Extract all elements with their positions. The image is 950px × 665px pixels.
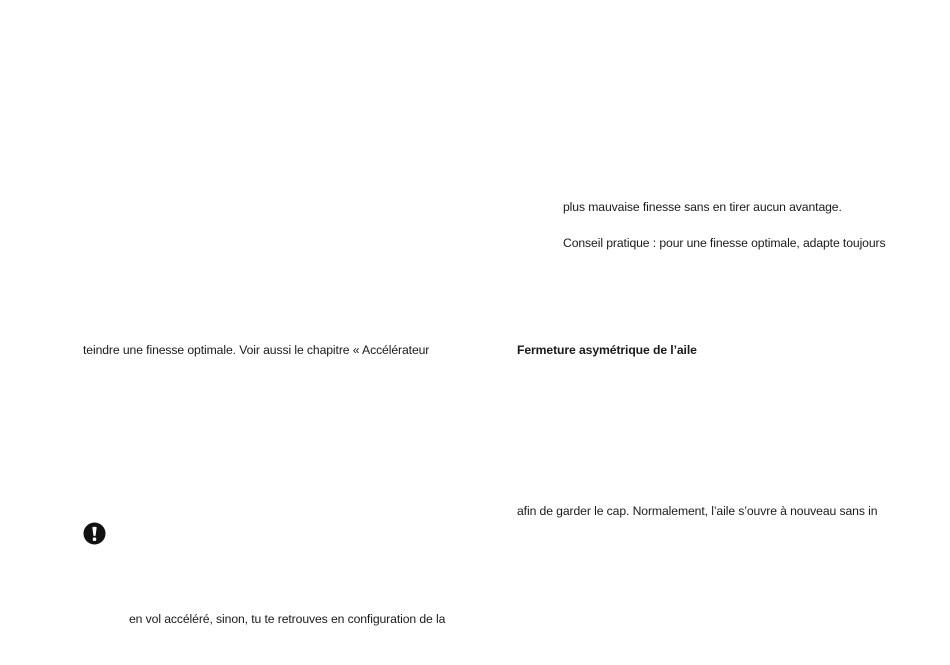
exclamation-circle-icon xyxy=(83,522,106,545)
section-heading-fermeture: Fermeture asymétrique de l’aile xyxy=(517,343,697,357)
text-line-atteindre: teindre une finesse optimale. Voir aussi le chapitre « Accélérateur xyxy=(83,343,430,357)
text-line-cap: afin de garder le cap. Normalement, l’aile s’ouvre à nouveau sans in xyxy=(517,504,878,518)
text-line-finesse: plus mauvaise finesse sans en tirer aucun avantage. xyxy=(563,200,842,214)
text-line-conseil: Conseil pratique : pour une finesse optimale, adapte toujours xyxy=(563,236,886,250)
text-line-vol: en vol accéléré, sinon, tu te retrouves en configuration de la xyxy=(129,612,446,626)
